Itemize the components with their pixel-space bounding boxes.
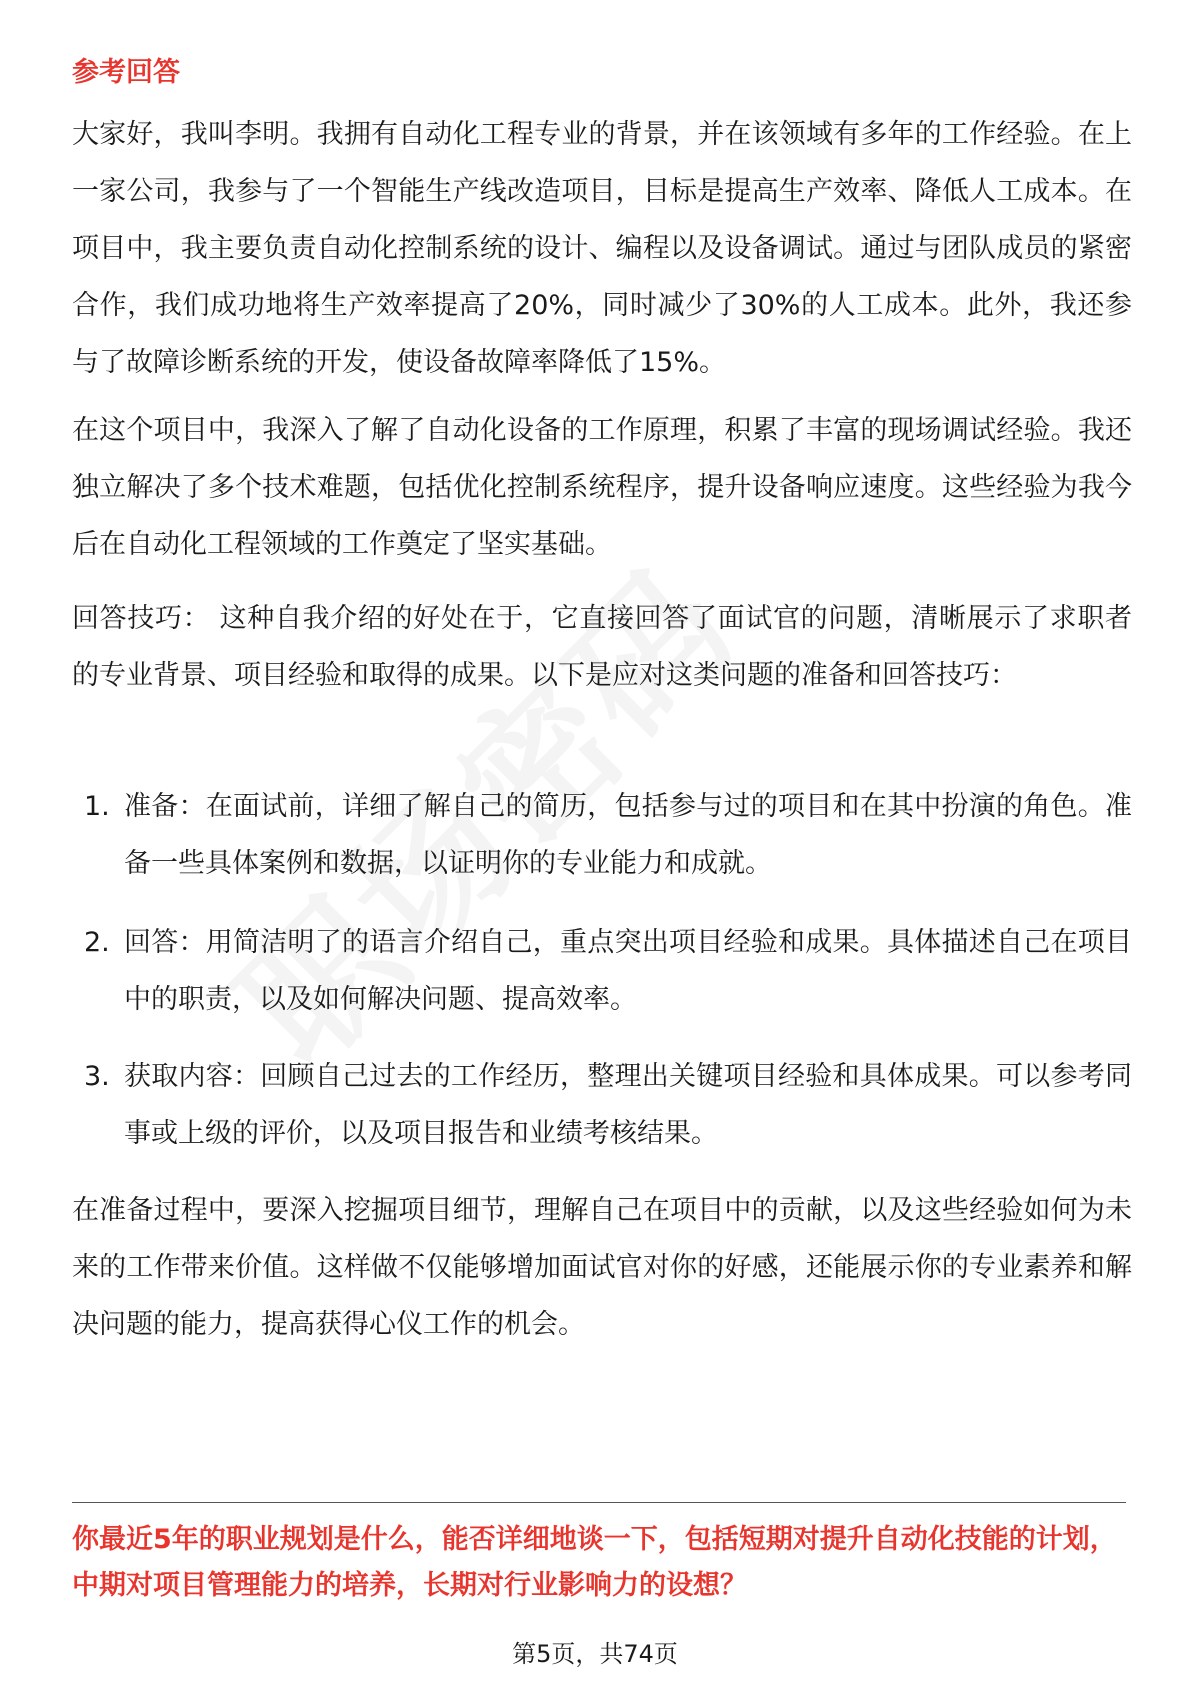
list-item: [84, 1048, 1132, 1162]
section-heading: 参考回答: [72, 57, 180, 88]
list-number: 1.: [84, 791, 110, 822]
answer-paragraph-1: 大家好，我叫李明。我拥有自动化工程专业的背景，并在该领域有多年的工作经验。在上一家公司，我参与了一个智能生产线改造项目，目标是提高生产效率、降低人工成本。在项目中，我主要负责自动化控制系统的设计、编程以及设备调试。通过与团队成员的紧密合作，我们成功地将生产效率提高了20%，同时减少了30%的人工成本。此外，我还参与了故障诊断系统的开发，使设备故障率降低了15%。: [72, 119, 1132, 378]
list-text: 回答：用简洁明了的语言介绍自己，重点突出项目经验和成果。具体描述自己在项目中的职责，以及如何解决问题、提高效率。: [124, 927, 1132, 1015]
section-divider: [72, 1502, 1126, 1503]
tips-paragraph: 回答技巧： 这种自我介绍的好处在于，它直接回答了面试官的问题，清晰展示了求职者的专业背景、项目经验和取得的成果。以下是应对这类问题的准备和回答技巧：: [72, 603, 1132, 691]
list-item: [84, 778, 1132, 892]
list-number: 3.: [84, 1061, 110, 1092]
list-text: 获取内容：回顾自己过去的工作经历，整理出关键项目经验和具体成果。可以参考同事或上级的评价，以及项目报告和业绩考核结果。: [124, 1061, 1132, 1149]
page-footer: 第5页，共74页: [512, 1640, 678, 1668]
list-number: 2.: [84, 927, 110, 958]
next-question: 你最近5年的职业规划是什么，能否详细地谈一下，包括短期对提升自动化技能的计划，中期对项目管理能力的培养，长期对行业影响力的设想？: [72, 1524, 1117, 1601]
closing-paragraph: 在准备过程中，要深入挖掘项目细节，理解自己在项目中的贡献，以及这些经验如何为未来的工作带来价值。这样做不仅能够增加面试官对你的好感，还能展示你的专业素养和解决问题的能力，提高获得心仪工作的机会。: [72, 1195, 1132, 1340]
list-item: [84, 914, 1132, 1028]
list-text: 准备：在面试前，详细了解自己的简历，包括参与过的项目和在其中扮演的角色。准备一些具体案例和数据，以证明你的专业能力和成就。: [124, 791, 1132, 879]
answer-paragraph-2: 在这个项目中，我深入了解了自动化设备的工作原理，积累了丰富的现场调试经验。我还独立解决了多个技术难题，包括优化控制系统程序，提升设备响应速度。这些经验为我今后在自动化工程领域的工作奠定了坚实基础。: [72, 415, 1132, 560]
